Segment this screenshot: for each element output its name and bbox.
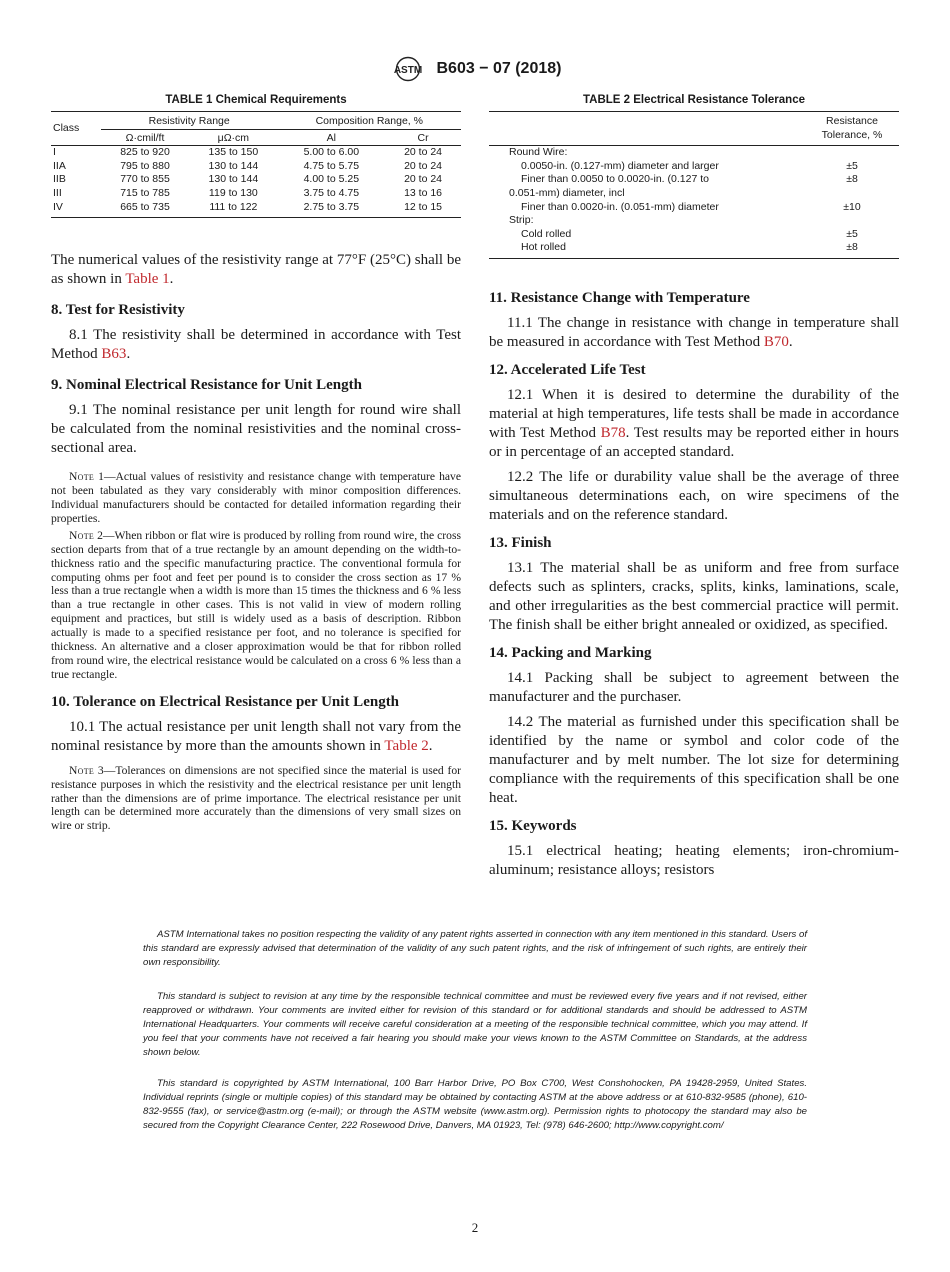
table1: [51, 111, 461, 218]
left-column: [51, 94, 461, 833]
table2-link[interactable]: Table 2: [384, 737, 429, 754]
b63-link[interactable]: B63: [101, 346, 127, 363]
table-cell: 3.75 to 4.75: [303, 186, 360, 199]
table-cell: III: [53, 186, 62, 199]
astm-logo-icon: [389, 56, 427, 82]
table-row: [489, 146, 899, 160]
table2-round-wire-label: Round Wire:: [509, 146, 568, 159]
table-cell: ±8: [846, 241, 858, 254]
table-cell: 770 to 855: [120, 173, 170, 186]
table1-title: TABLE 1 Chemical Requirements: [165, 94, 347, 106]
note-3: Note 3—Tolerances on dimensions are not specified since the material is used for resistance purposes in which the resistivity and the electrical resistance per unit length rather than the dimensions are of prime importance. The electrical resistance per unit length can be determined more accurately than the dimensions of very small sizes on wire or strip.: [51, 763, 461, 833]
table-cell: ±10: [843, 200, 861, 213]
table-cell: 715 to 785: [120, 186, 170, 199]
table-cell: IV: [53, 200, 63, 213]
section-12-heading: 12. Accelerated Life Test: [489, 361, 646, 378]
paragraph-15-1: 15.1 electrical heating; heating elements; iron-chromium-aluminum; resistance alloys; resistors: [489, 842, 899, 878]
table-cell: 5.00 to 6.00: [303, 146, 360, 159]
table-row: [51, 201, 461, 218]
section-11-heading: 11. Resistance Change with Temperature: [489, 289, 750, 306]
paragraph-11-1: 11.1 The change in resistance with change in temperature shall be measured in accordance with Test Method B70.: [489, 314, 899, 350]
note-1: Note 1—Actual values of resistivity and resistance change with temperature have not been tabulated as they vary considerably with minor composition differences. Individual manufacturers should be contacted for detailed information regarding their properties.: [51, 470, 461, 525]
table1-group-resistivity: Resistivity Range: [148, 115, 230, 127]
footer-revision-notice: This standard is subject to revision at any time by the responsible technical committee and must be reviewed every five years and if not revised, either reapproved or withdrawn. Your comments are invited either for revision of this standard or for additional standards and should be addressed to ASTM International Headquarters. Your comments will receive careful consideration at a meeting of the responsible technical committee, which you may attend. If you feel that your comments have not received a fair hearing you should make your views known to the ASTM Committee on Standards, at the address shown below.: [143, 991, 807, 1058]
b78-link[interactable]: B78: [600, 424, 626, 441]
paragraph-14-2: 14.2 The material as furnished under this specification shall be identified by the name or symbol and color code of the manufacturer and by melt number. The lot size for determining compliance with the requirements of this specification shall be one heat.: [489, 713, 899, 806]
table1-subheader: Al: [278, 129, 386, 146]
table2-title: TABLE 2 Electrical Resistance Tolerance: [583, 94, 805, 106]
table-row: [489, 201, 899, 215]
table-cell: IIA: [53, 159, 66, 172]
table-row: [51, 173, 461, 187]
table-cell: Finer than 0.0020-in. (0.051-mm) diameter: [521, 200, 719, 213]
table-cell: 130 to 144: [208, 173, 259, 186]
page-header: [0, 56, 950, 82]
table2: [489, 111, 899, 259]
table1-subheader: Cr: [385, 129, 461, 146]
paragraph-8-1: 8.1 The resistivity shall be determined in accordance with Test Method B63.: [51, 327, 461, 363]
table-cell: 0.0050-in. (0.127-mm) diameter and larger: [521, 159, 719, 172]
table-row: [51, 146, 461, 160]
table-cell: Hot rolled: [521, 241, 566, 254]
table-cell: ±5: [846, 227, 858, 240]
footer-patent-notice: ASTM International takes no position respecting the validity of any patent rights asserted in connection with any item mentioned in this standard. Users of this standard are expressly advised that determination of the validity of any such patent rights, and the risk of infringement of such rights, are entirely their own responsibility.: [143, 929, 807, 968]
table-cell: Finer than 0.0050 to 0.0020-in. (0.127 to: [521, 173, 709, 186]
table1-subheader: Ω·cmil/ft: [101, 129, 189, 146]
logo-text: ASTM: [393, 65, 422, 76]
table-row: [489, 187, 899, 201]
table1-group-composition: Composition Range, %: [315, 115, 423, 127]
table-row: [51, 187, 461, 201]
table-cell: 135 to 150: [208, 146, 259, 159]
paragraph-13-1: 13.1 The material shall be as uniform and free from surface defects such as splinters, cracks, splits, kinks, laminations, scale, and other irregularities as the best commercial practice will permit. The finish shall be either bright annealed or oxidized, as specified.: [489, 559, 899, 633]
right-column: [489, 94, 899, 880]
table-cell: 13 to 16: [404, 186, 443, 199]
table-cell: 20 to 24: [404, 146, 443, 159]
table-cell: 20 to 24: [404, 159, 443, 172]
document-title: B603 − 07 (2018): [436, 60, 562, 77]
page-number: 2: [471, 1220, 479, 1235]
table-cell: IIB: [53, 173, 66, 186]
section-9-heading: 9. Nominal Electrical Resistance for Unit Length: [51, 377, 362, 394]
note-2: Note 2—When ribbon or flat wire is produced by rolling from round wire, the cross section departs from that of a true rectangle by an amount depending on the width-to-thickness ratio and the specific manufacturing practice. The conventional formula for computing ohms per foot and feet per pound is to consider the cross section as 17 % less than a true rectangle when a width is more than 15 times the thickness and 6 % less than a true rectangle in other cases. This is not valid in view of modern rolling equipment and practices, but still is widely used as a basis of description. Ribbon actually is made to a specified resistance per foot, and no tolerance is specified for thickness. An alternative and a closer approximation would be that for ribbon rolled from round wire, the electrical resistance would be calculated on a cross 6 % less than a true rectangle.: [51, 528, 461, 681]
intro-paragraph: The numerical values of the resistivity range at 77°F (25°C) shall be as shown in Table 1.: [51, 252, 461, 288]
table-row: [489, 173, 899, 187]
table-cell: Cold rolled: [521, 227, 572, 240]
table1-link[interactable]: Table 1: [125, 271, 170, 288]
table-cell: 12 to 15: [404, 200, 443, 213]
paragraph-9-1: 9.1 The nominal resistance per unit length for round wire shall be calculated from the nominal resistivities and the nominal cross-sectional area.: [51, 402, 461, 457]
table-cell: 119 to 130: [208, 186, 258, 199]
paragraph-12-1: 12.1 When it is desired to determine the durability of the material at high temperatures, life tests shall be made in accordance with Test Method B78. Test results may be reported either in hours or in percentage of an accepted standard.: [489, 386, 899, 460]
paragraph-10-1: 10.1 The actual resistance per unit length shall not vary from the nominal resistance by more than the amounts shown in Table 2.: [51, 718, 461, 754]
table-row: [489, 228, 899, 242]
section-13-heading: 13. Finish: [489, 534, 552, 551]
table-cell: ±8: [846, 173, 858, 186]
table-cell: 4.75 to 5.75: [303, 159, 360, 172]
table-cell: 825 to 920: [120, 146, 170, 159]
table-row: [51, 160, 461, 174]
paragraph-14-1: 14.1 Packing shall be subject to agreement between the manufacturer and the purchaser.: [489, 669, 899, 705]
section-8-heading: 8. Test for Resistivity: [51, 302, 185, 319]
table-cell: 130 to 144: [208, 159, 259, 172]
table2-header: Resistance Tolerance, %: [821, 115, 883, 141]
table-cell: 665 to 735: [120, 200, 170, 213]
table1-class-header: Class: [51, 112, 101, 146]
table-cell: 795 to 880: [120, 159, 170, 172]
table-row: [489, 241, 899, 258]
b70-link[interactable]: B70: [763, 333, 789, 350]
section-10-heading: 10. Tolerance on Electrical Resistance per Unit Length: [51, 693, 400, 710]
table-cell: 4.00 to 5.25: [303, 173, 360, 186]
section-15-heading: 15. Keywords: [489, 817, 577, 834]
table2-strip-label: Strip:: [509, 214, 534, 227]
table-cell: I: [53, 146, 56, 159]
table-cell: 111 to 122: [209, 200, 258, 213]
footer-copyright-notice: This standard is copyrighted by ASTM International, 100 Barr Harbor Drive, PO Box C700, West Conshohocken, PA 19428-2959, United States. Individual reprints (single or multiple copies) of this standard may be obtained by contacting ASTM at the above address or at 610-832-9585 (phone), 610-832-9555 (fax), or service@astm.org (e-mail); or through the ASTM website (www.astm.org). Permission rights to photocopy the standard may also be secured from the Copyright Clearance Center, 222 Rosewood Drive, Danvers, MA 01923, Tel: (978) 646-2600; http://www.copyright.com/: [143, 1078, 807, 1131]
table-cell: 0.051-mm) diameter, incl: [509, 186, 625, 199]
table-row: [489, 214, 899, 228]
section-14-heading: 14. Packing and Marking: [489, 644, 652, 661]
table-row: [489, 160, 899, 174]
paragraph-12-2: 12.2 The life or durability value shall be the average of three simultaneous determinations each, on wire specimens of the materials and on the reference standard.: [489, 468, 899, 523]
table-cell: 20 to 24: [404, 173, 443, 186]
table-cell: 2.75 to 3.75: [303, 200, 360, 213]
table1-subheader: μΩ·cm: [189, 129, 277, 146]
table-cell: ±5: [846, 159, 858, 172]
